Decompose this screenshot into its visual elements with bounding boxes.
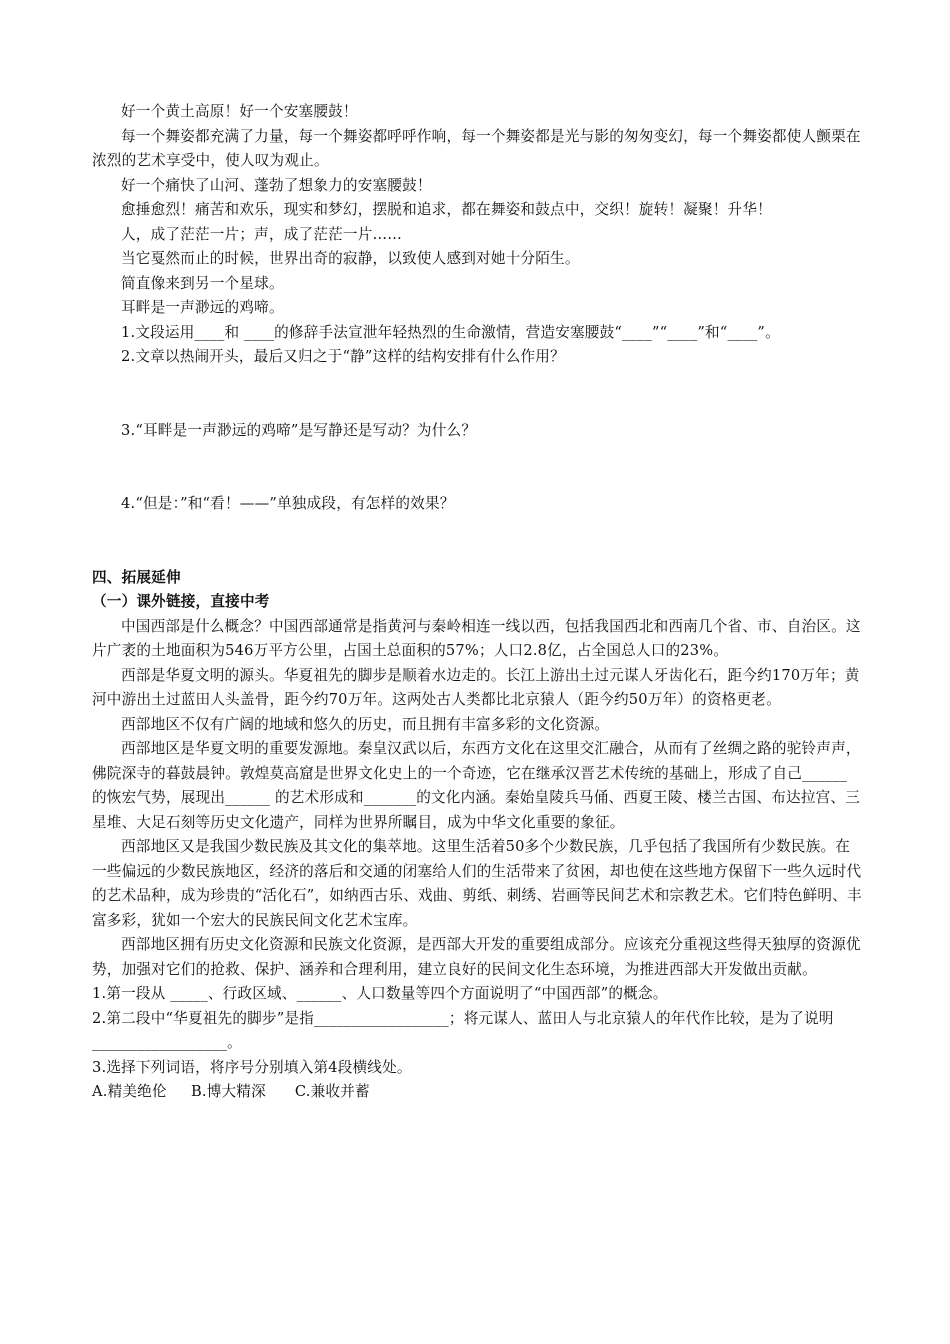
passage1-line: 简直像来到另一个星球。 bbox=[121, 274, 284, 292]
question-4: 4.“但是：”和“看！——”单独成段，有怎样的效果？ bbox=[121, 495, 455, 512]
passage1-line: 好一个黄土高原！好一个安塞腰鼓！ bbox=[121, 103, 358, 120]
passage2-paragraph: 西部是华夏文明的源头。华夏祖先的脚步是顺着水边走的。长江上游出土过元谋人牙齿化石，距今约170万年；黄河中游出土过蓝田人头盖骨，距今约70万年。这两处古人类都比北京猿人（距今约50万年）的资格更老。 bbox=[92, 666, 860, 708]
passage2-paragraph: 西部地区拥有历史文化资源和民族文化资源，是西部大开发的重要组成部分。应该充分重视这些得天独厚的资源优势，加强对它们的抢救、保护、涵养和合理利用，建立良好的民间文化生态环境，为推进西部大开发做出贡献。 bbox=[92, 936, 861, 978]
question-2-2: 2.第二段中“华夏祖先的脚步”是指__________________；将元谋人、蓝田人与北京猿人的年代作比较，是为了说明__________________。 bbox=[92, 1009, 834, 1051]
answer-options: A.精美绝伦 B.博大精深 C.兼收并蓄 bbox=[92, 1083, 370, 1100]
section-title: 四、拓展延伸 bbox=[92, 568, 181, 586]
passage1-line: 好一个痛快了山河、蓬勃了想象力的安塞腰鼓！ bbox=[121, 176, 432, 194]
passage2-paragraph: 西部地区不仅有广阔的地域和悠久的历史，而且拥有丰富多彩的文化资源。 bbox=[121, 715, 610, 733]
answer-space bbox=[92, 443, 862, 492]
question-2-1: 1.第一段从 _____、行政区域、______、人口数量等四个方面说明了“中国西部”的概念。 bbox=[92, 985, 668, 1002]
passage1-line: 耳畔是一声渺远的鸡啼。 bbox=[121, 299, 284, 316]
passage1-line: 愈捶愈烈！痛苦和欢乐，现实和梦幻，摆脱和追求，都在舞姿和鼓点中，交织！旋转！凝聚！升华！ bbox=[121, 201, 772, 218]
answer-space bbox=[92, 370, 862, 419]
section-subtitle: （一）课外链接，直接中考 bbox=[92, 593, 270, 610]
question-1: 1.文段运用____和 ____的修辞手法宣泄年轻热烈的生命激情，营造安塞腰鼓“____”“____”和“____”。 bbox=[121, 323, 780, 341]
document-content bbox=[92, 100, 862, 1105]
passage2-paragraph: 西部地区是华夏文明的重要发源地。秦皇汉武以后，东西方文化在这里交汇融合，从而有了丝绸之路的驼铃声声，佛院深寺的暮鼓晨钟。敦煌莫高窟是世界文化史上的一个奇迹，它在继承汉晋艺术传统的基础上，形成了自己______ 的恢宏气势，展现出______ 的艺术形成和_______的文化内涵。秦始皇陵兵马俑、西夏王陵、楼兰古国、布达拉宫、三星堆、大足石刻等历史文化遗产，同样为世界所瞩目，成为中华文化重要的象征。 bbox=[92, 740, 861, 831]
passage1-line: 人，成了茫茫一片；声，成了茫茫一片…… bbox=[121, 225, 403, 243]
passage1-line: 每一个舞姿都充满了力量，每一个舞姿都呼呼作响，每一个舞姿都是光与影的匆匆变幻，每一个舞姿都使人颤栗在浓烈的艺术享受中，使人叹为观止。 bbox=[92, 127, 861, 169]
passage1-line: 当它戛然而止的时候，世界出奇的寂静，以致使人感到对她十分陌生。 bbox=[121, 250, 580, 267]
passage2-paragraph: 西部地区又是我国少数民族及其文化的集萃地。这里生活着50多个少数民族，几乎包括了我国所有少数民族。在一些偏远的少数民族地区，经济的落后和交通的闭塞给人们的生活带来了贫困，却也使在这些地方保留下一些久远时代的艺术品种，成为珍贵的“活化石”，如纳西古乐、戏曲、剪纸、刺绣、岩画等民间艺术和宗教艺术。它们特色鲜明、丰富多彩，犹如一个宏大的民族民间文化艺术宝库。 bbox=[92, 838, 862, 929]
question-2: 2.文章以热闹开头，最后又归之于“静”这样的结构安排有什么作用？ bbox=[121, 348, 565, 365]
passage2-paragraph: 中国西部是什么概念？中国西部通常是指黄河与秦岭相连一线以西，包括我国西北和西南几个省、市、自治区。这片广袤的土地面积为546万平方公里，占国土总面积的57%；人口2.8亿，占全国总人口的23%。 bbox=[92, 617, 861, 659]
question-3: 3.“耳畔是一声渺远的鸡啼”是写静还是写动？为什么？ bbox=[121, 421, 477, 439]
answer-space bbox=[92, 517, 862, 566]
question-2-3: 3.选择下列词语，将序号分别填入第4段横线处。 bbox=[92, 1058, 412, 1076]
